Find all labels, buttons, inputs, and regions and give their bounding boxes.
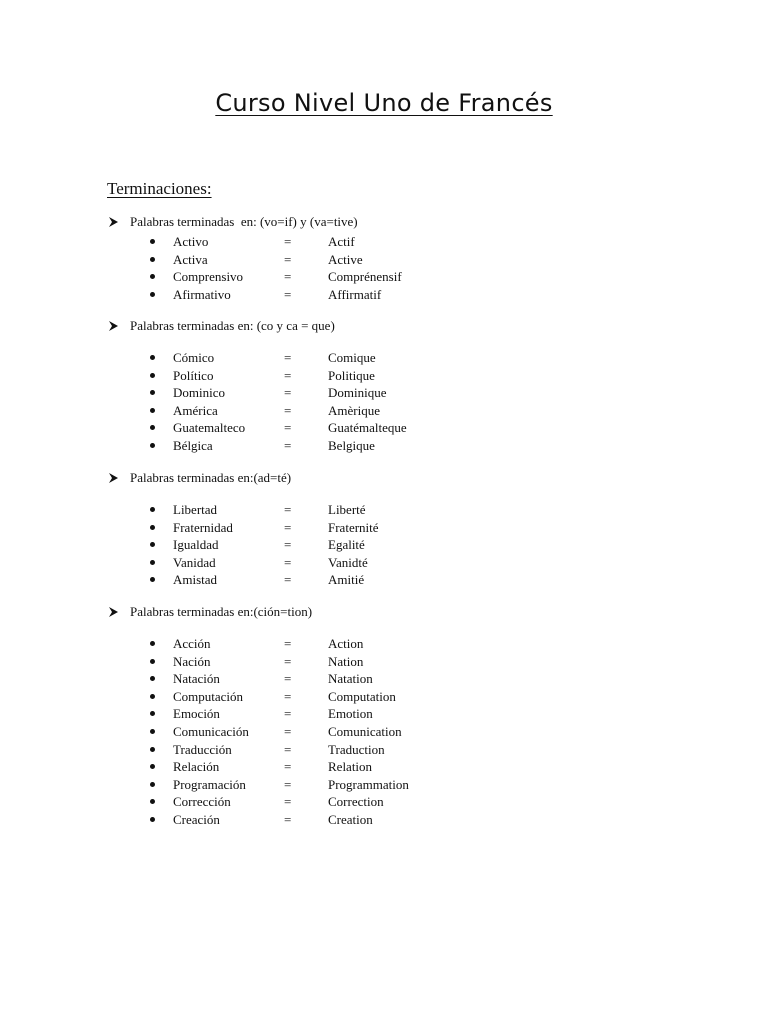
french-term: Natation	[328, 671, 373, 687]
equals-sign: =	[284, 794, 292, 810]
french-term: Liberté	[328, 502, 366, 517]
group-header	[107, 317, 707, 335]
french-term: Egalité	[328, 537, 365, 553]
list-item	[107, 536, 707, 554]
list-item	[107, 251, 707, 269]
list-item	[107, 554, 707, 572]
equals-sign: =	[284, 653, 292, 669]
list-item	[107, 402, 707, 420]
spanish-term: Activa	[173, 251, 208, 267]
french-term: Vanidté	[328, 554, 368, 570]
list-item	[107, 519, 707, 537]
arrowhead-icon	[107, 603, 121, 621]
equals-sign: =	[284, 572, 292, 588]
bullet-icon	[150, 525, 155, 530]
term-list	[107, 635, 707, 829]
term-list	[107, 501, 707, 589]
french-term: Dominique	[328, 385, 387, 401]
equals-sign: =	[284, 811, 292, 827]
term-group	[107, 603, 707, 829]
term-list	[107, 233, 707, 303]
spanish-term: Programación	[173, 776, 246, 792]
equals-sign: =	[284, 776, 292, 792]
list-item	[107, 793, 707, 811]
term-group	[107, 213, 707, 303]
list-item	[107, 776, 707, 794]
french-term: Amèrique	[328, 402, 380, 418]
french-term: Traduction	[328, 741, 385, 757]
list-item	[107, 741, 707, 759]
equals-sign: =	[284, 234, 292, 249]
bullet-icon	[150, 292, 155, 297]
french-term: Actif	[328, 234, 355, 249]
equals-sign: =	[284, 385, 292, 401]
spanish-term: Cómico	[173, 350, 215, 365]
equals-sign: =	[284, 688, 292, 704]
equals-sign: =	[284, 537, 292, 553]
french-term: Comunication	[328, 723, 402, 739]
bullet-icon	[150, 408, 155, 413]
spanish-term: Comunicación	[173, 723, 249, 739]
equals-sign: =	[284, 420, 292, 436]
list-item	[107, 811, 707, 829]
french-term: Comprénensif	[328, 269, 402, 285]
list-item	[107, 653, 707, 671]
bullet-icon	[150, 542, 155, 547]
group-header	[107, 469, 707, 487]
spanish-term: Relación	[173, 759, 220, 775]
french-term: Belgique	[328, 437, 375, 453]
list-item	[107, 571, 707, 589]
group-header	[107, 603, 707, 621]
group-header	[107, 213, 707, 231]
equals-sign: =	[284, 350, 292, 365]
french-term: Programmation	[328, 776, 409, 792]
list-item	[107, 419, 707, 437]
french-term: Computation	[328, 688, 396, 704]
spanish-term: Creación	[173, 811, 220, 827]
spanish-term: Natación	[173, 671, 220, 687]
equals-sign: =	[284, 286, 292, 302]
french-term: Amitié	[328, 572, 365, 588]
spanish-term: América	[173, 402, 218, 418]
equals-sign: =	[284, 723, 292, 739]
french-term: Creation	[328, 811, 373, 827]
spanish-term: Vanidad	[173, 554, 216, 570]
spanish-term: Traducción	[173, 741, 232, 757]
french-term: Guatémalteque	[328, 420, 407, 436]
equals-sign: =	[284, 554, 292, 570]
equals-sign: =	[284, 502, 292, 517]
bullet-icon	[150, 274, 155, 279]
equals-sign: =	[284, 671, 292, 687]
bullet-icon	[150, 747, 155, 752]
term-list	[107, 349, 707, 455]
term-group	[107, 317, 707, 455]
group-label: Palabras terminadas en: (co y ca = que)	[130, 318, 335, 333]
bullet-icon	[150, 711, 155, 716]
bullet-icon	[150, 560, 155, 565]
spanish-term: Corrección	[173, 794, 231, 810]
list-item	[107, 501, 707, 519]
bullet-icon	[150, 799, 155, 804]
list-item	[107, 437, 707, 455]
french-term: Correction	[328, 794, 384, 810]
spanish-term: Comprensivo	[173, 269, 244, 285]
bullet-icon	[150, 390, 155, 395]
list-item	[107, 384, 707, 402]
equals-sign: =	[284, 636, 292, 651]
list-item	[107, 367, 707, 385]
bullet-icon	[150, 659, 155, 664]
bullet-icon	[150, 239, 155, 244]
spanish-term: Computación	[173, 688, 244, 704]
list-item	[107, 233, 707, 251]
arrowhead-icon	[107, 317, 121, 335]
french-term: Emotion	[328, 706, 373, 722]
list-item	[107, 705, 707, 723]
document-title	[0, 86, 768, 120]
bullet-icon	[150, 355, 155, 360]
bullet-icon	[150, 764, 155, 769]
list-item	[107, 635, 707, 653]
spanish-term: Activo	[173, 234, 209, 249]
bullet-icon	[150, 425, 155, 430]
spanish-term: Amistad	[173, 572, 218, 588]
equals-sign: =	[284, 402, 292, 418]
bullet-icon	[150, 443, 155, 448]
list-item	[107, 268, 707, 286]
spanish-term: Afirmativo	[173, 286, 231, 302]
french-term: Politique	[328, 367, 375, 383]
french-term: Action	[328, 636, 364, 651]
equals-sign: =	[284, 251, 292, 267]
spanish-term: Dominico	[173, 385, 225, 401]
spanish-term: Nación	[173, 653, 211, 669]
group-label: Palabras terminadas en:(ad=té)	[130, 470, 292, 485]
list-item	[107, 688, 707, 706]
spanish-term: Bélgica	[173, 437, 213, 453]
equals-sign: =	[284, 759, 292, 775]
document-title-text: Curso Nivel Uno de Francés	[215, 89, 553, 117]
list-item	[107, 758, 707, 776]
list-item	[107, 349, 707, 367]
term-group	[107, 469, 707, 589]
bullet-icon	[150, 729, 155, 734]
spanish-term: Libertad	[173, 502, 218, 517]
bullet-icon	[150, 577, 155, 582]
list-item	[107, 286, 707, 304]
list-item	[107, 723, 707, 741]
french-term: Fraternité	[328, 519, 379, 535]
equals-sign: =	[284, 706, 292, 722]
spanish-term: Guatemalteco	[173, 420, 246, 436]
spanish-term: Fraternidad	[173, 519, 233, 535]
equals-sign: =	[284, 741, 292, 757]
bullet-icon	[150, 641, 155, 646]
french-term: Nation	[328, 653, 364, 669]
list-item	[107, 670, 707, 688]
bullet-icon	[150, 373, 155, 378]
spanish-term: Igualdad	[173, 537, 219, 553]
spanish-term: Político	[173, 367, 214, 383]
french-term: Relation	[328, 759, 373, 775]
equals-sign: =	[284, 269, 292, 285]
french-term: Comique	[328, 350, 376, 365]
bullet-icon	[150, 782, 155, 787]
french-term: Affirmatif	[328, 286, 382, 302]
equals-sign: =	[284, 519, 292, 535]
equals-sign: =	[284, 367, 292, 383]
bullet-icon	[150, 694, 155, 699]
section-heading: Terminaciones:	[107, 179, 212, 198]
spanish-term: Acción	[173, 636, 211, 651]
bullet-icon	[150, 257, 155, 262]
spanish-term: Emoción	[173, 706, 220, 722]
bullet-icon	[150, 676, 155, 681]
group-label: Palabras terminadas en:(ción=tion)	[130, 604, 313, 619]
arrowhead-icon	[107, 469, 121, 487]
bullet-icon	[150, 507, 155, 512]
french-term: Active	[328, 251, 363, 267]
equals-sign: =	[284, 437, 292, 453]
group-label: Palabras terminadas en: (vo=if) y (va=tive)	[130, 214, 358, 229]
arrowhead-icon	[107, 213, 121, 231]
bullet-icon	[150, 817, 155, 822]
